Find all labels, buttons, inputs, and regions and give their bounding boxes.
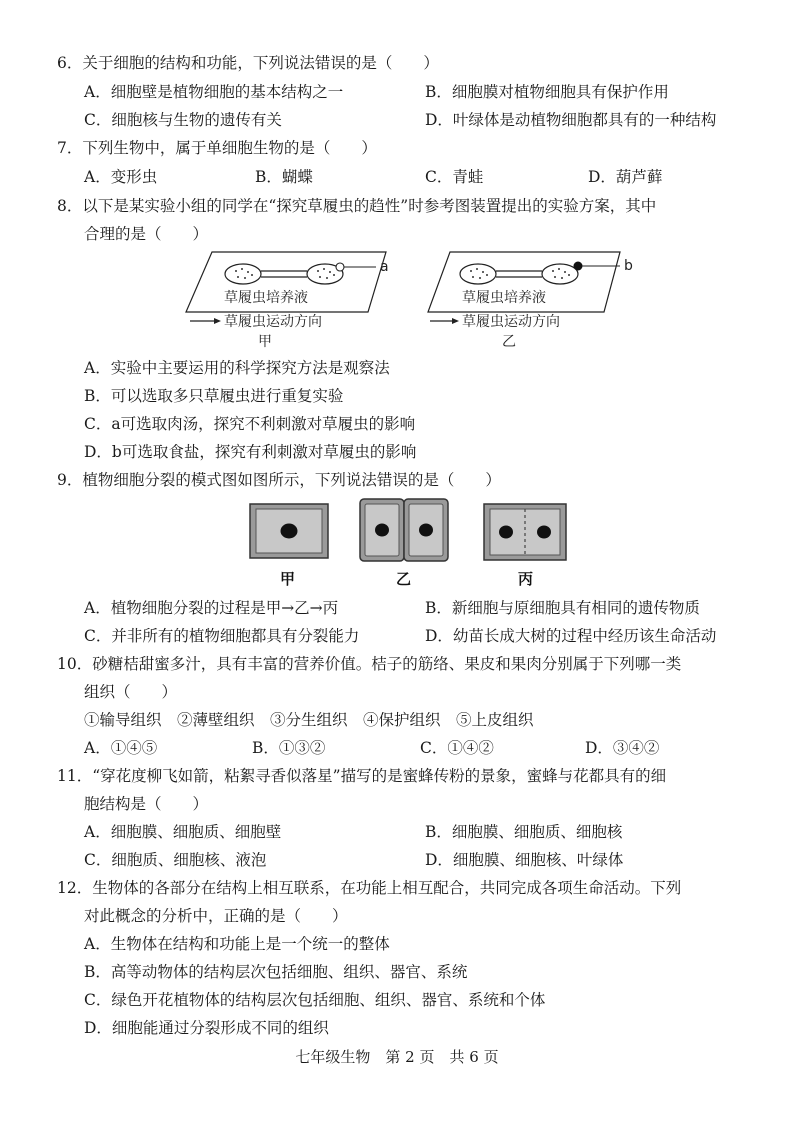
q11-option-a: A．细胞膜、细胞质、细胞壁: [84, 823, 282, 841]
marker-b: [574, 262, 583, 271]
caption-jia-9: 甲: [280, 570, 296, 588]
q10-option-d: D．③④②: [585, 739, 660, 757]
q10-option-c: C．①④②: [420, 739, 494, 757]
label-a: a: [380, 259, 389, 275]
q8-stem-line1: 8．以下是某实验小组的同学在“探究草履虫的趋性”时参考图装置提出的实验方案，其中: [57, 197, 657, 215]
q11-stem-line2: 胞结构是（ ）: [84, 795, 209, 813]
q6-option-a: A．细胞壁是植物细胞的基本结构之一: [84, 83, 344, 101]
q7-option-a: A．变形虫: [84, 168, 158, 186]
q11-option-b: B．细胞膜、细胞质、细胞核: [425, 823, 623, 841]
q11-option-c: C．细胞质、细胞核、液泡: [84, 851, 267, 869]
page-footer: 七年级生物 第 2 页 共 6 页: [295, 1048, 499, 1066]
direction-label-yi: 草履虫运动方向: [462, 314, 560, 330]
q8-figure: [180, 244, 650, 352]
q8-option-d: D．b可选取食盐，探究有利刺激对草履虫的影响: [84, 443, 417, 461]
q8-stem-line2: 合理的是（ ）: [84, 225, 209, 243]
culture-label-yi: 草履虫培养液: [462, 290, 546, 306]
q10-stem-line1: 10．砂糖桔甜蜜多汁，具有丰富的营养价值。桔子的筋络、果皮和果肉分别属于下列哪一类: [57, 655, 682, 673]
culture-label-jia: 草履虫培养液: [224, 290, 308, 306]
q11-option-d: D．细胞膜、细胞核、叶绿体: [425, 851, 624, 869]
q7-option-d: D．葫芦藓: [588, 168, 663, 186]
q9-option-c: C．并非所有的植物细胞都具有分裂能力: [84, 627, 360, 645]
q7-option-b: B．蝴蝶: [255, 168, 313, 186]
q6-option-d: D．叶绿体是动植物细胞都具有的一种结构: [425, 111, 717, 129]
q10-option-a: A．①④⑤: [84, 739, 158, 757]
q12-option-a: A．生物体在结构和功能上是一个统一的整体: [84, 935, 390, 953]
q7-stem: 7．下列生物中，属于单细胞生物的是（ ）: [57, 139, 377, 157]
q10-tissue-list: ①输导组织 ②薄壁组织 ③分生组织 ④保护组织 ⑤上皮组织: [84, 711, 534, 729]
cell-jia: [250, 504, 328, 588]
setup-jia: [186, 252, 389, 350]
marker-a: [336, 263, 344, 271]
q9-option-b: B．新细胞与原细胞具有相同的遗传物质: [425, 599, 700, 617]
label-b: b: [624, 258, 633, 274]
q11-stem-line1: 11．“穿花度柳飞如箭，粘絮寻香似落星”描写的是蜜蜂传粉的景象，蜜蜂与花都具有的细: [57, 767, 667, 785]
q12-option-d: D．细胞能通过分裂形成不同的组织: [84, 1019, 329, 1037]
q10-stem-line2: 组织（ ）: [84, 683, 178, 701]
q9-figure: [244, 496, 574, 592]
q6-stem: 6．关于细胞的结构和功能，下列说法错误的是（ ）: [57, 54, 439, 72]
direction-label-jia: 草履虫运动方向: [224, 314, 322, 330]
q7-option-c: C．青蛙: [425, 168, 484, 186]
q12-stem-line2: 对此概念的分析中，正确的是（ ）: [84, 907, 348, 925]
q8-option-c: C．a可选取肉汤，探究不利刺激对草履虫的影响: [84, 415, 416, 433]
cell-yi: [360, 499, 448, 588]
q12-option-c: C．绿色开花植物体的结构层次包括细胞、组织、器官、系统和个体: [84, 991, 546, 1009]
q12-option-b: B．高等动物体的结构层次包括细胞、组织、器官、系统: [84, 963, 468, 981]
cell-bing: [484, 504, 566, 588]
caption-bing-9: 丙: [518, 570, 534, 588]
caption-jia: 甲: [258, 334, 272, 350]
caption-yi: 乙: [502, 334, 516, 350]
q9-stem: 9．植物细胞分裂的模式图如图所示，下列说法错误的是（ ）: [57, 471, 501, 489]
q6-option-b: B．细胞膜对植物细胞具有保护作用: [425, 83, 669, 101]
caption-yi-9: 乙: [396, 570, 412, 588]
q6-option-c: C．细胞核与生物的遗传有关: [84, 111, 282, 129]
q12-stem-line1: 12．生物体的各部分在结构上相互联系，在功能上相互配合，共同完成各项生命活动。下列: [57, 879, 682, 897]
q9-option-a: A．植物细胞分裂的过程是甲→乙→丙: [84, 599, 339, 617]
q9-option-d: D．幼苗长成大树的过程中经历该生命活动: [425, 627, 717, 645]
q8-option-a: A．实验中主要运用的科学探究方法是观察法: [84, 359, 390, 377]
q10-option-b: B．①③②: [252, 739, 326, 757]
setup-yi: [428, 252, 633, 350]
q8-option-b: B．可以选取多只草履虫进行重复实验: [84, 387, 344, 405]
